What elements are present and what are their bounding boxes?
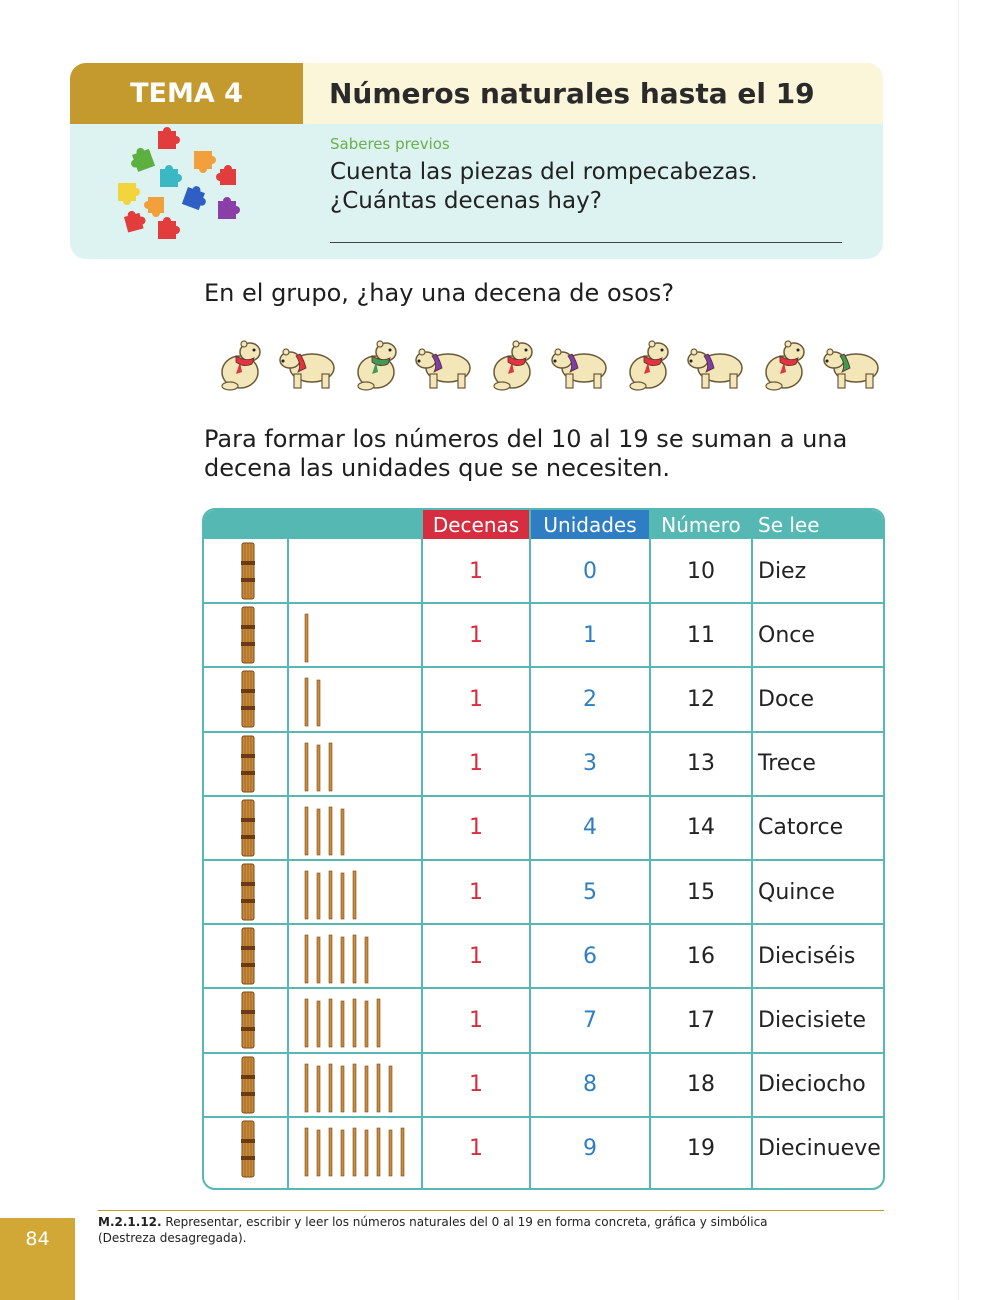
cell-numero: 15 bbox=[687, 879, 715, 905]
ten-sticks-bundle-icon bbox=[240, 927, 256, 985]
cell-numero: 14 bbox=[687, 815, 715, 841]
footer-note bbox=[98, 1214, 818, 1246]
bears-question: En el grupo, ¿hay una decena de osos? bbox=[204, 279, 675, 307]
prior-knowledge-question-2: ¿Cuántas decenas hay? bbox=[330, 188, 602, 214]
polar-bear-icon bbox=[414, 338, 474, 392]
cell-decenas: 1 bbox=[469, 943, 483, 969]
cell-decenas: 1 bbox=[469, 1072, 483, 1098]
ten-sticks-bundle-icon bbox=[240, 1120, 256, 1178]
page-edge bbox=[958, 0, 959, 1300]
puzzle-piece bbox=[118, 183, 140, 205]
cell-numero: 16 bbox=[687, 943, 715, 969]
cell-decenas: 1 bbox=[469, 879, 483, 905]
polar-bear-icon bbox=[686, 338, 746, 392]
cell-unidades: 3 bbox=[583, 751, 597, 777]
puzzle-piece bbox=[158, 127, 180, 149]
unit-sticks-icon bbox=[302, 735, 412, 793]
puzzle-piece bbox=[182, 183, 210, 211]
cell-numero: 17 bbox=[687, 1007, 715, 1033]
unit-sticks-icon bbox=[302, 799, 412, 857]
ten-sticks-bundle-icon bbox=[240, 1056, 256, 1114]
header-numero: Número bbox=[650, 510, 752, 539]
cell-decenas: 1 bbox=[469, 686, 483, 712]
cell-unidades: 5 bbox=[583, 879, 597, 905]
skill-description: Representar, escribir y leer los números naturales del 0 al 19 en forma concreta, gráfica y simbólica (Destreza desagregada). bbox=[98, 1215, 768, 1245]
polar-bear-icon bbox=[278, 338, 338, 392]
cell-decenas: 1 bbox=[469, 1136, 483, 1162]
cell-se-lee: Once bbox=[758, 622, 815, 648]
cell-unidades: 2 bbox=[583, 686, 597, 712]
unit-sticks-icon bbox=[302, 863, 412, 921]
polar-bear-icon bbox=[618, 338, 678, 392]
prior-knowledge-question-1: Cuenta las piezas del rompecabezas. bbox=[330, 159, 758, 185]
topic-tag: TEMA 4 bbox=[70, 63, 303, 124]
cell-unidades: 4 bbox=[583, 815, 597, 841]
cell-se-lee: Diecisiete bbox=[758, 1007, 867, 1033]
unit-sticks-icon bbox=[302, 1056, 412, 1114]
cell-unidades: 6 bbox=[583, 943, 597, 969]
cell-se-lee: Dieciséis bbox=[758, 943, 856, 969]
puzzle-piece bbox=[144, 197, 164, 217]
puzzle-pieces-icon bbox=[110, 125, 260, 245]
header-blank bbox=[204, 510, 422, 539]
topic-header bbox=[70, 63, 883, 259]
polar-bear-icon bbox=[210, 338, 270, 392]
numbers-table bbox=[202, 508, 885, 1190]
intro-text: Para formar los números del 10 al 19 se suman a una decena las unidades que se necesiten. bbox=[204, 425, 848, 482]
cell-decenas: 1 bbox=[469, 558, 483, 584]
ten-sticks-bundle-icon bbox=[240, 991, 256, 1049]
ten-sticks-bundle-icon bbox=[240, 735, 256, 793]
unit-sticks-icon bbox=[302, 991, 412, 1049]
footer-rule bbox=[98, 1210, 884, 1211]
cell-numero: 10 bbox=[687, 558, 715, 584]
cell-unidades: 1 bbox=[583, 622, 597, 648]
cell-numero: 11 bbox=[687, 622, 715, 648]
cell-se-lee: Diecinueve bbox=[758, 1136, 881, 1162]
unit-sticks-icon bbox=[302, 606, 412, 664]
cell-decenas: 1 bbox=[469, 751, 483, 777]
cell-numero: 18 bbox=[687, 1072, 715, 1098]
table-column-divider bbox=[287, 539, 289, 1188]
answer-line[interactable] bbox=[330, 242, 842, 243]
cell-decenas: 1 bbox=[469, 622, 483, 648]
puzzle-piece bbox=[160, 165, 182, 187]
ten-sticks-bundle-icon bbox=[240, 799, 256, 857]
cell-numero: 12 bbox=[687, 686, 715, 712]
cell-unidades: 0 bbox=[583, 558, 597, 584]
puzzle-piece bbox=[158, 217, 180, 239]
unit-sticks-icon bbox=[302, 927, 412, 985]
cell-se-lee: Trece bbox=[758, 751, 816, 777]
ten-sticks-bundle-icon bbox=[240, 670, 256, 728]
puzzle-piece bbox=[123, 208, 147, 232]
polar-bear-icon bbox=[482, 338, 542, 392]
polar-bear-icon bbox=[754, 338, 814, 392]
header-unidades: Unidades bbox=[530, 510, 650, 539]
cell-se-lee: Dieciocho bbox=[758, 1072, 866, 1098]
ten-sticks-bundle-icon bbox=[240, 606, 256, 664]
cell-unidades: 8 bbox=[583, 1072, 597, 1098]
cell-se-lee: Quince bbox=[758, 879, 835, 905]
cell-numero: 13 bbox=[687, 751, 715, 777]
page-number: 84 bbox=[0, 1218, 75, 1300]
cell-se-lee: Catorce bbox=[758, 815, 844, 841]
unit-sticks-icon bbox=[302, 670, 412, 728]
cell-unidades: 9 bbox=[583, 1136, 597, 1162]
topic-title-bar bbox=[303, 63, 883, 124]
polar-bear-icon bbox=[346, 338, 406, 392]
polar-bear-icon bbox=[822, 338, 882, 392]
bears-row bbox=[210, 338, 890, 392]
cell-decenas: 1 bbox=[469, 1007, 483, 1033]
unit-sticks-icon bbox=[302, 1120, 412, 1178]
prior-knowledge-label: Saberes previos bbox=[330, 135, 450, 153]
ten-sticks-bundle-icon bbox=[240, 863, 256, 921]
cell-numero: 19 bbox=[687, 1136, 715, 1162]
cell-decenas: 1 bbox=[469, 815, 483, 841]
puzzle-piece bbox=[218, 197, 240, 219]
topic-title: Números naturales hasta el 19 bbox=[329, 77, 815, 110]
cell-unidades: 7 bbox=[583, 1007, 597, 1033]
puzzle-piece bbox=[194, 151, 216, 173]
puzzle-piece bbox=[127, 145, 155, 173]
header-se-lee: Se lee bbox=[752, 510, 885, 539]
ten-sticks-bundle-icon bbox=[240, 542, 256, 600]
polar-bear-icon bbox=[550, 338, 610, 392]
skill-code: M.2.1.12. bbox=[98, 1215, 162, 1229]
cell-se-lee: Doce bbox=[758, 686, 815, 712]
header-decenas: Decenas bbox=[422, 510, 530, 539]
puzzle-piece bbox=[216, 165, 236, 185]
cell-se-lee: Diez bbox=[758, 558, 807, 584]
